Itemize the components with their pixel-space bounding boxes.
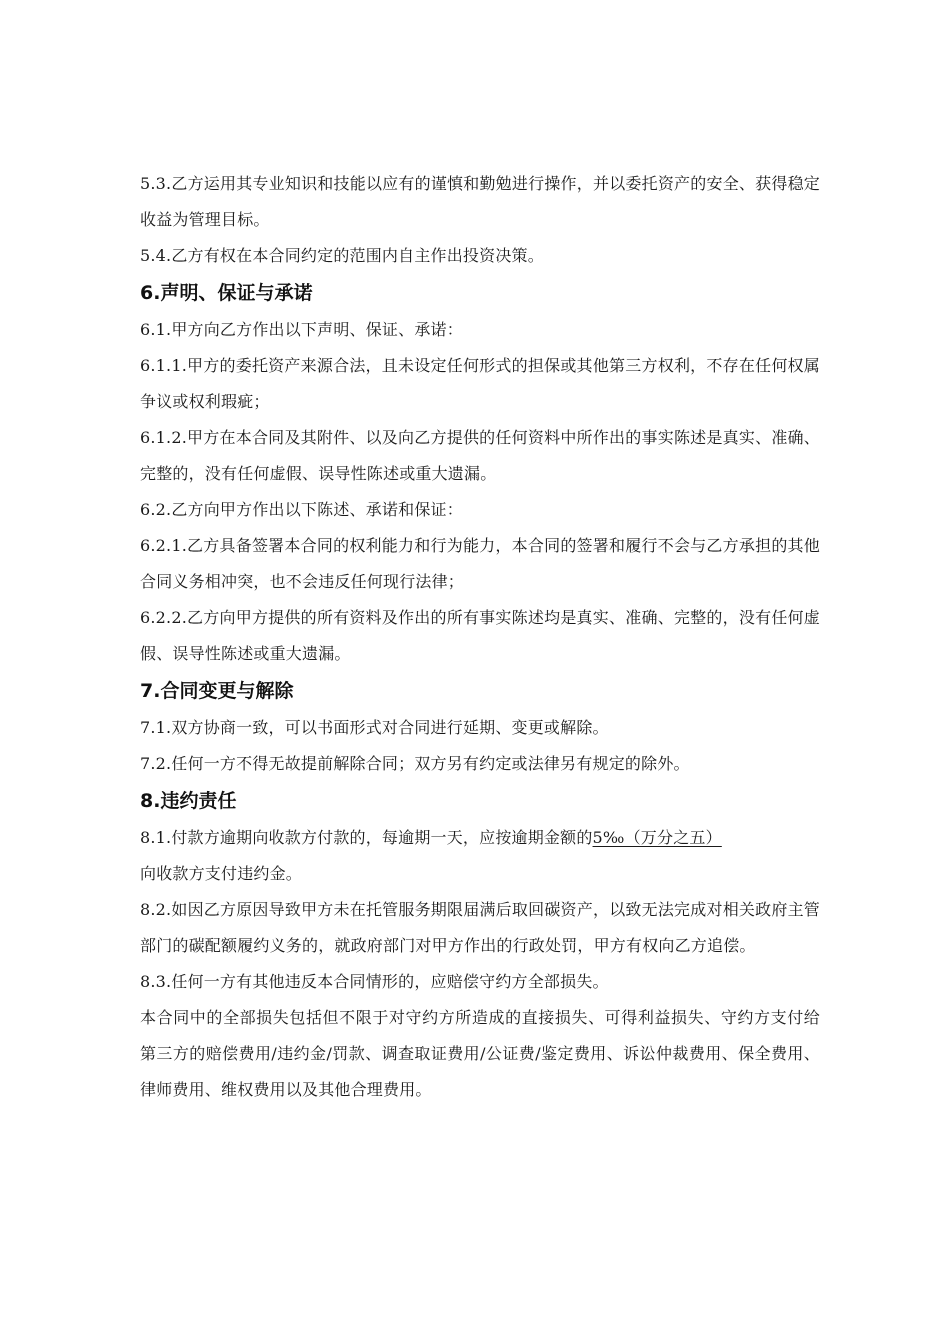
clause-7-1: 7.1.双方协商一致，可以书面形式对合同进行延期、变更或解除。 [140,718,609,737]
clause-6-2-2: 6.2.2.乙方向甲方提供的所有资料及作出的所有事实陈述均是真实、准确、完整的，没有任何虚假、误导性陈述或重大遗漏。 [140,608,820,663]
clause-5-3: 5.3.乙方运用其专业知识和技能以应有的谨慎和勤勉进行操作，并以委托资产的安全、获得稳定收益为管理目标。 [140,174,820,229]
clause-8-1-text-end: 向收款方支付违约金。 [140,864,303,883]
clause-8-2: 8.2.如因乙方原因导致甲方未在托管服务期限届满后取回碳资产，以致无法完成对相关政府主管部门的碳配额履约义务的，就政府部门对甲方作出的行政处罚，甲方有权向乙方追偿。 [140,900,820,955]
section-heading-6: 6.声明、保证与承诺 [140,282,313,304]
loss-definition: 本合同中的全部损失包括但不限于对守约方所造成的直接损失、可得利益损失、守约方支付给第三方的赔偿费用/违约金/罚款、调查取证费用/公证费/鉴定费用、诉讼仲裁费用、保全费用、律师费用、维权费用以及其他合理费用。 [140,1008,820,1099]
clause-6-2: 6.2.乙方向甲方作出以下陈述、承诺和保证： [140,500,463,519]
clause-8-1 [140,820,820,892]
clause-5-4: 5.4.乙方有权在本合同约定的范围内自主作出投资决策。 [140,246,544,265]
clause-7-2: 7.2.任何一方不得无故提前解除合同；双方另有约定或法律另有规定的除外。 [140,754,690,773]
section-heading-7: 7.合同变更与解除 [140,680,294,702]
penalty-rate: 5‰（万分之五） [592,828,722,847]
clause-6-1: 6.1.甲方向乙方作出以下声明、保证、承诺： [140,320,463,339]
clause-8-3: 8.3.任何一方有其他违反本合同情形的，应赔偿守约方全部损失。 [140,972,609,991]
section-heading-8: 8.违约责任 [140,790,237,812]
document-page [140,166,820,1108]
clause-8-1-text: 8.1.付款方逾期向收款方付款的，每逾期一天，应按逾期金额的 [140,828,593,847]
clause-6-1-2: 6.1.2.甲方在本合同及其附件、以及向乙方提供的任何资料中所作出的事实陈述是真实、准确、完整的，没有任何虚假、误导性陈述或重大遗漏。 [140,428,820,483]
clause-6-1-1: 6.1.1.甲方的委托资产来源合法，且未设定任何形式的担保或其他第三方权利，不存在任何权属争议或权利瑕疵； [140,356,820,411]
clause-6-2-1: 6.2.1.乙方具备签署本合同的权利能力和行为能力，本合同的签署和履行不会与乙方承担的其他合同义务相冲突，也不会违反任何现行法律； [140,536,820,591]
